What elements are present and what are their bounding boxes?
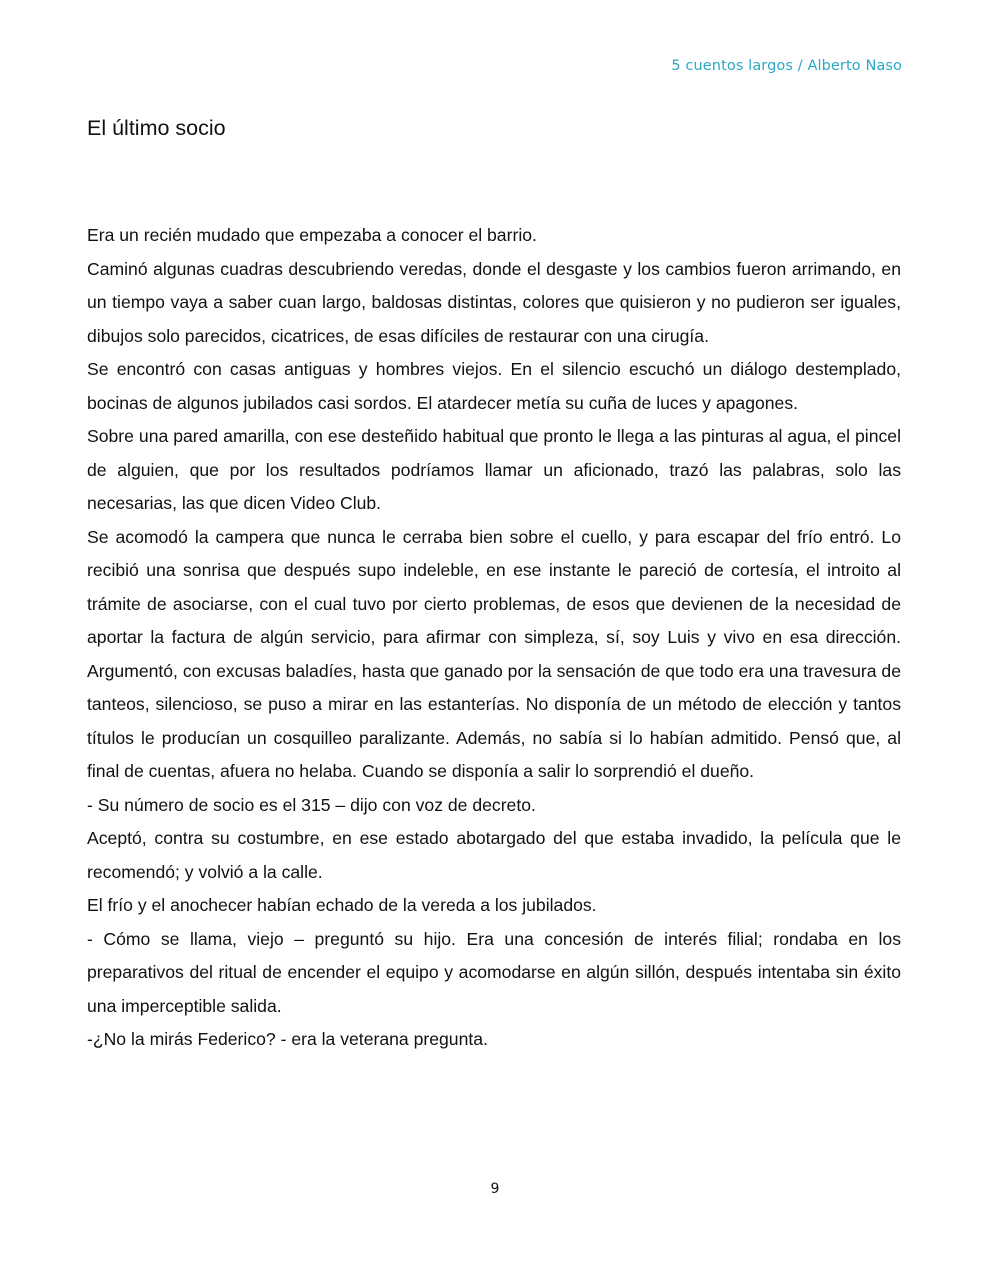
paragraph: El frío y el anochecer habían echado de la vereda a los jubilados. [87,895,597,915]
page-number: 9 [490,1181,500,1197]
paragraph: Se acomodó la campera que nunca le cerraba bien sobre el cuello, y para escapar del frío entró. Lo recibió una sonrisa que después supo indeleble, en ese instante le pareció de cortesía, el introito al trámite de asociarse, con el cual tuvo por cierto problemas, de esos que devienen de la necesidad de aportar la factura de algún servicio, para afirmar con simpleza, sí, soy Luis y vivo en esa dirección. Argumentó, con excusas baladíes, hasta que ganado por la sensación de que todo era una travesura de tanteos, silencioso, se puso a mirar en las estanterías. No disponía de un método de elección y tantos títulos le producían un cosquilleo paralizante. Además, no sabía si lo habían admitido. Pensó que, al final de cuentas, afuera no helaba. Cuando se disponía a salir lo sorprendió el dueño. [87,526,901,781]
paragraph: - Su número de socio es el 315 – dijo con voz de decreto. [87,794,536,815]
story-title: El último socio [87,116,226,140]
running-header: 5 cuentos largos / Alberto Naso [671,58,902,74]
paragraph: Era un recién mudado que empezaba a conocer el barrio. [87,225,537,245]
paragraph: Caminó algunas cuadras descubriendo veredas, donde el desgaste y los cambios fueron arrimando, en un tiempo vaya a saber cuan largo, baldosas distintas, colores que quisieron y no pudieron ser iguales, dibujos solo parecidos, cicatrices, de esas difíciles de restaurar con una cirugía. [87,258,901,346]
paragraph: - Cómo se llama, viejo – preguntó su hijo. Era una concesión de interés filial; rondaba en los preparativos del ritual de encender el equipo y acomodarse en algún sillón, después intentaba sin éxito una imperceptible salida. [87,928,901,1016]
story-body [87,219,901,1057]
paragraph: -¿No la mirás Federico? - era la veterana pregunta. [87,1029,488,1049]
paragraph: Aceptó, contra su costumbre, en ese estado abotargado del que estaba invadido, la película que le recomendó; y volvió a la calle. [87,828,901,882]
paragraph: Se encontró con casas antiguas y hombres viejos. En el silencio escuchó un diálogo destemplado, bocinas de algunos jubilados casi sordos. El atardecer metía su cuña de luces y apagones. [87,359,901,413]
paragraph: Sobre una pared amarilla, con ese desteñido habitual que pronto le llega a las pinturas al agua, el pincel de alguien, que por los resultados podríamos llamar un aficionado, trazó las palabras, solo las necesarias, las que dicen Video Club. [87,426,901,513]
